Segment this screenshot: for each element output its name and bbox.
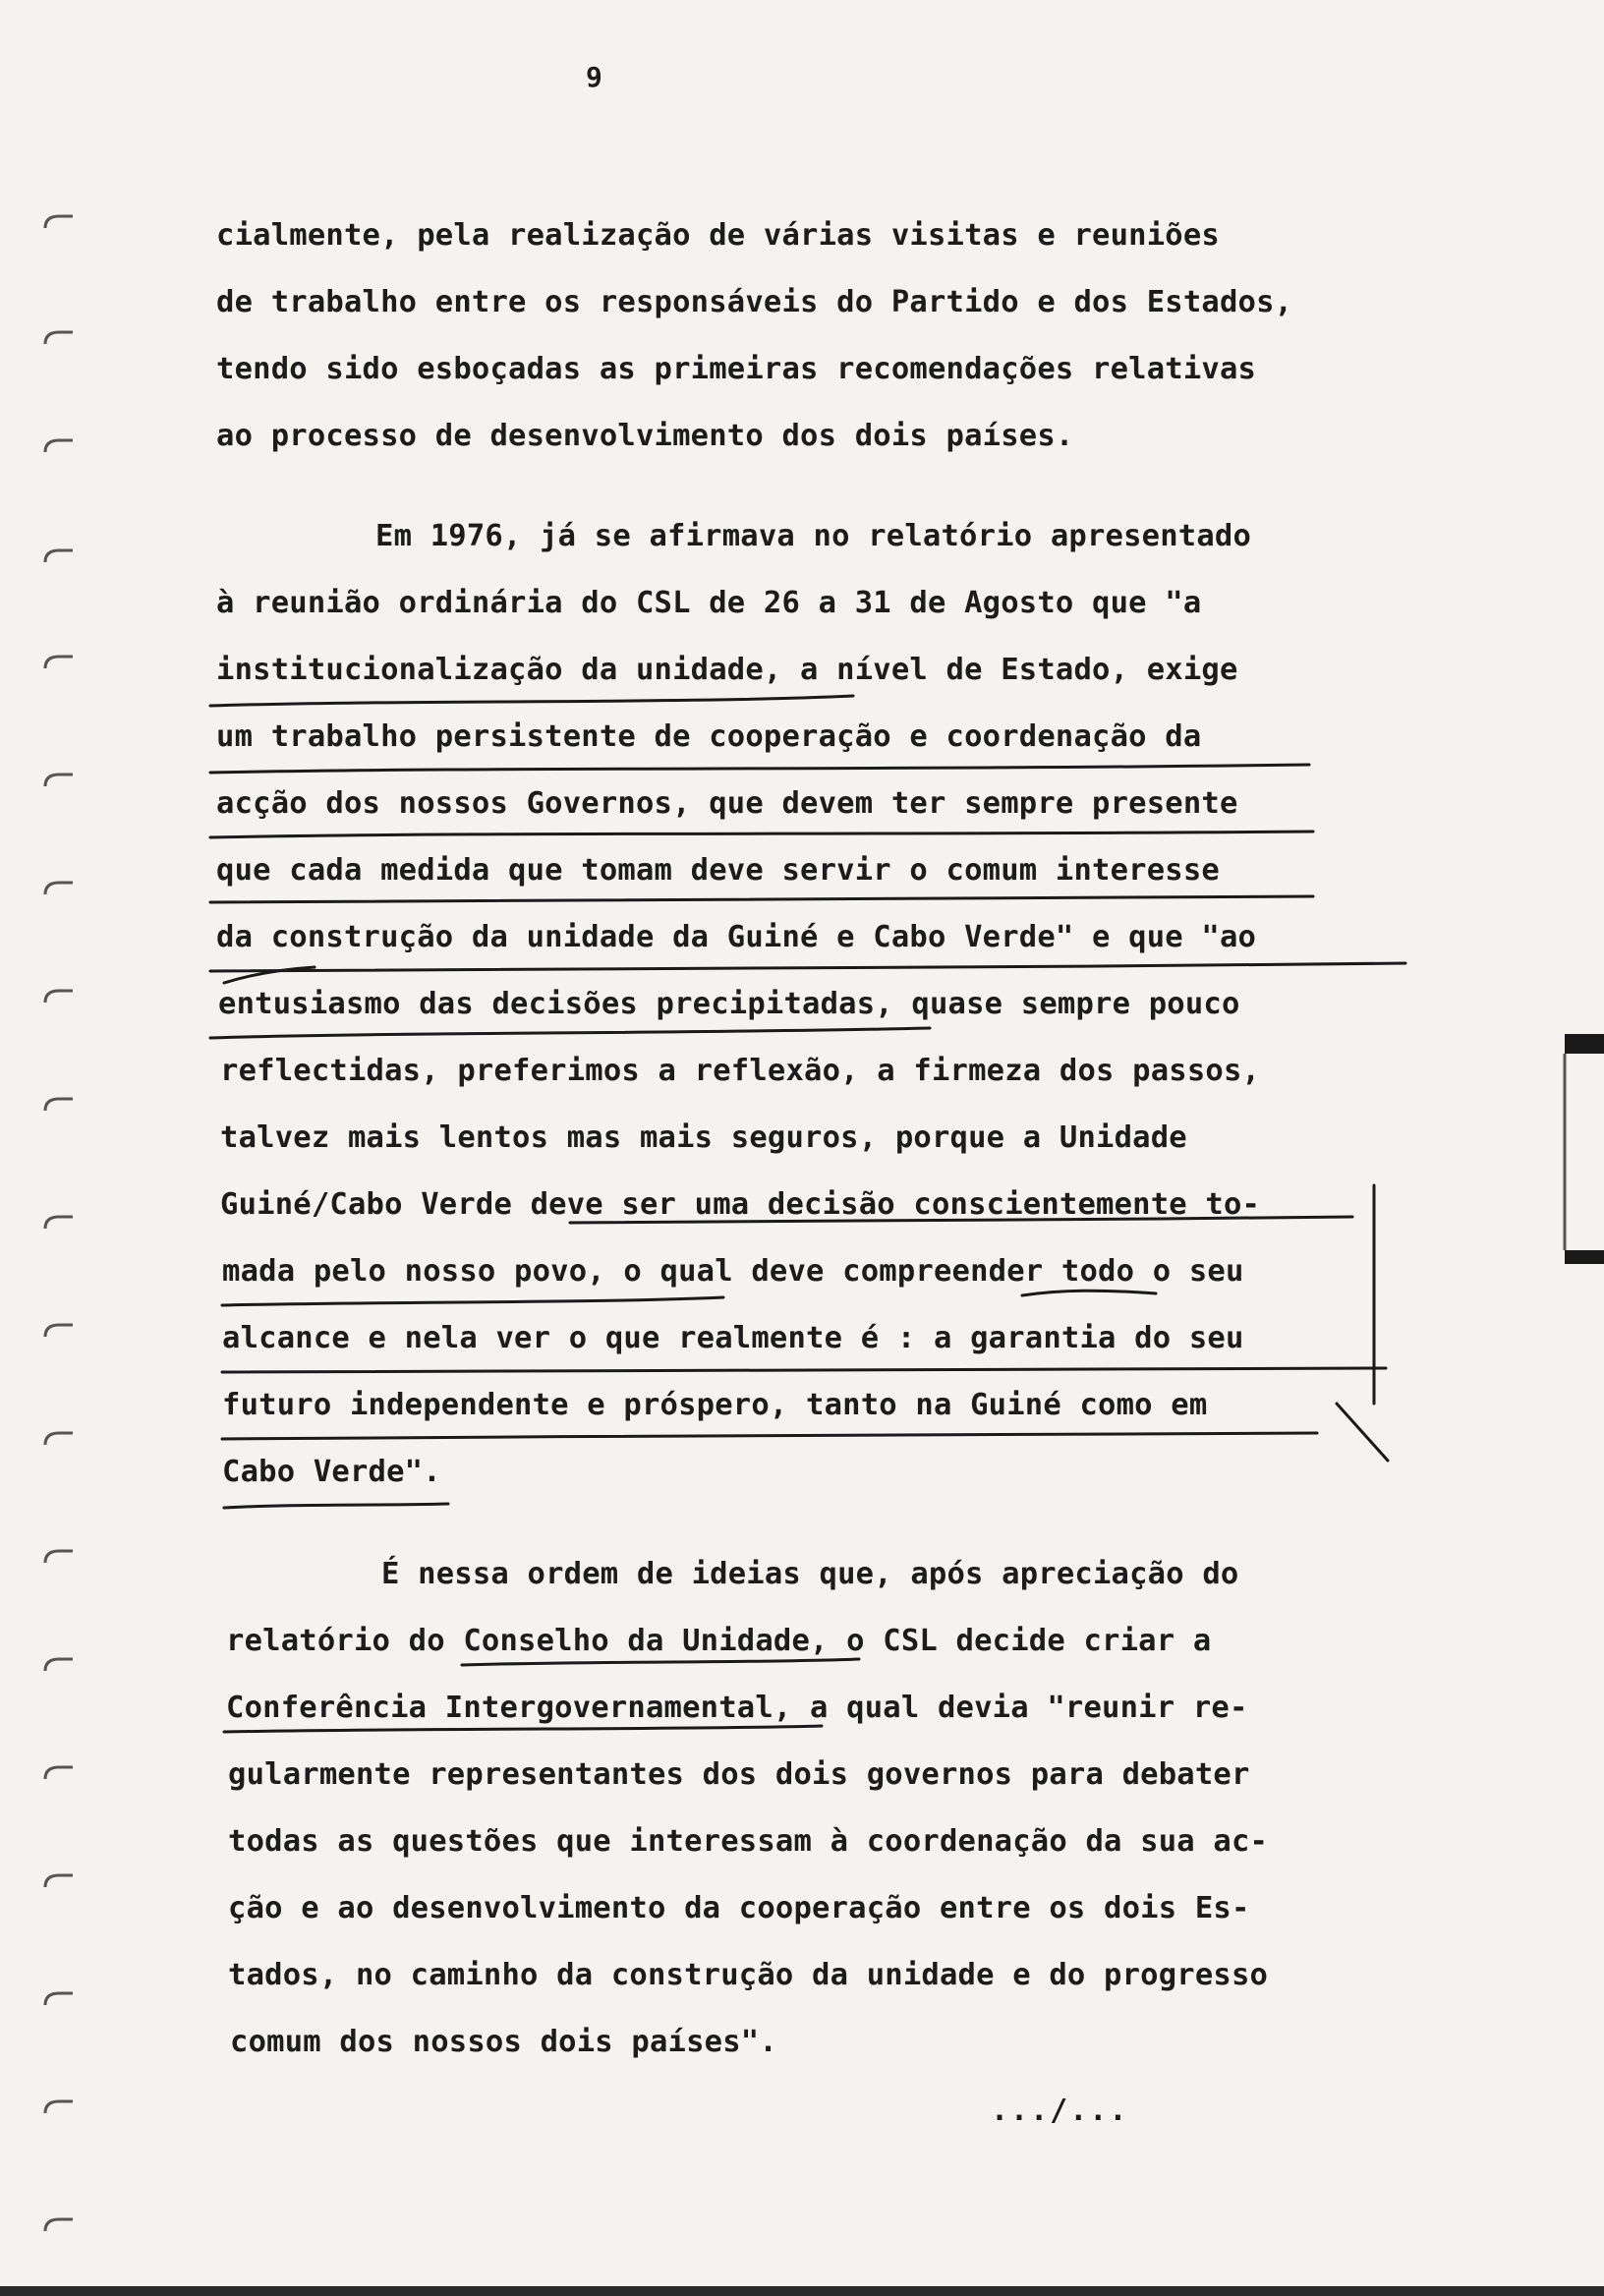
text-line: um trabalho persistente de cooperação e coordenação da <box>216 719 1202 754</box>
text-line: É nessa ordem de ideias que, após apreciação do <box>381 1557 1239 1591</box>
text-line: de trabalho entre os responsáveis do Partido e dos Estados, <box>216 285 1293 319</box>
text-line: ao processo de desenvolvimento dos dois países. <box>216 419 1074 453</box>
text-line: reflectidas, preferimos a reflexão, a firmeza dos passos, <box>220 1054 1261 1088</box>
text-line: cialmente, pela realização de várias visitas e reuniões <box>216 218 1220 253</box>
text-line: Cabo Verde". <box>222 1455 441 1489</box>
text-line: tendo sido esboçadas as primeiras recomendações relativas <box>216 352 1257 386</box>
text-line: entusiasmo das decisões precipitadas, quase sempre pouco <box>218 987 1240 1021</box>
page-bottom-edge <box>0 2286 1604 2296</box>
text-line: Guiné/Cabo Verde deve ser uma decisão conscientemente to- <box>220 1187 1261 1222</box>
text-line: comum dos nossos dois países". <box>230 2025 777 2059</box>
text-line: institucionalização da unidade, a nível de Estado, exige <box>216 653 1238 687</box>
text-line: Conferência Intergovernamental, a qual devia "reunir re- <box>226 1691 1248 1725</box>
text-line: futuro independente e próspero, tanto na Guiné como em <box>222 1388 1208 1422</box>
text-line: ção e ao desenvolvimento da cooperação entre os dois Es- <box>228 1891 1250 1925</box>
text-line: relatório do Conselho da Unidade, o CSL decide criar a <box>226 1624 1212 1658</box>
text-line: alcance e nela ver o que realmente é : a garantia do seu <box>222 1321 1244 1355</box>
text-line: talvez mais lentos mas mais seguros, porque a Unidade <box>220 1120 1187 1155</box>
text-line: à reunião ordinária do CSL de 26 a 31 de Agosto que "a <box>216 586 1202 620</box>
text-line: gularmente representantes dos dois governos para debater <box>228 1757 1250 1792</box>
clip-marks <box>1565 1034 1604 1264</box>
text-line: todas as questões que interessam à coordenação da sua ac- <box>228 1824 1269 1859</box>
continuation-mark: .../... <box>991 2094 1129 2128</box>
text-line: que cada medida que tomam deve servir o comum interesse <box>216 853 1220 888</box>
text-line: tados, no caminho da construção da unidade e do progresso <box>228 1958 1269 1992</box>
text-line: acção dos nossos Governos, que devem ter sempre presente <box>216 786 1238 821</box>
text-line: Em 1976, já se afirmava no relatório apresentado <box>375 519 1252 553</box>
binder-marks <box>45 216 73 2231</box>
text-line: mada pelo nosso povo, o qual deve compreender todo o seu <box>222 1254 1244 1289</box>
text-line: da construção da unidade da Guiné e Cabo Verde" e que "ao <box>216 920 1257 954</box>
page-number: 9 <box>586 61 602 93</box>
